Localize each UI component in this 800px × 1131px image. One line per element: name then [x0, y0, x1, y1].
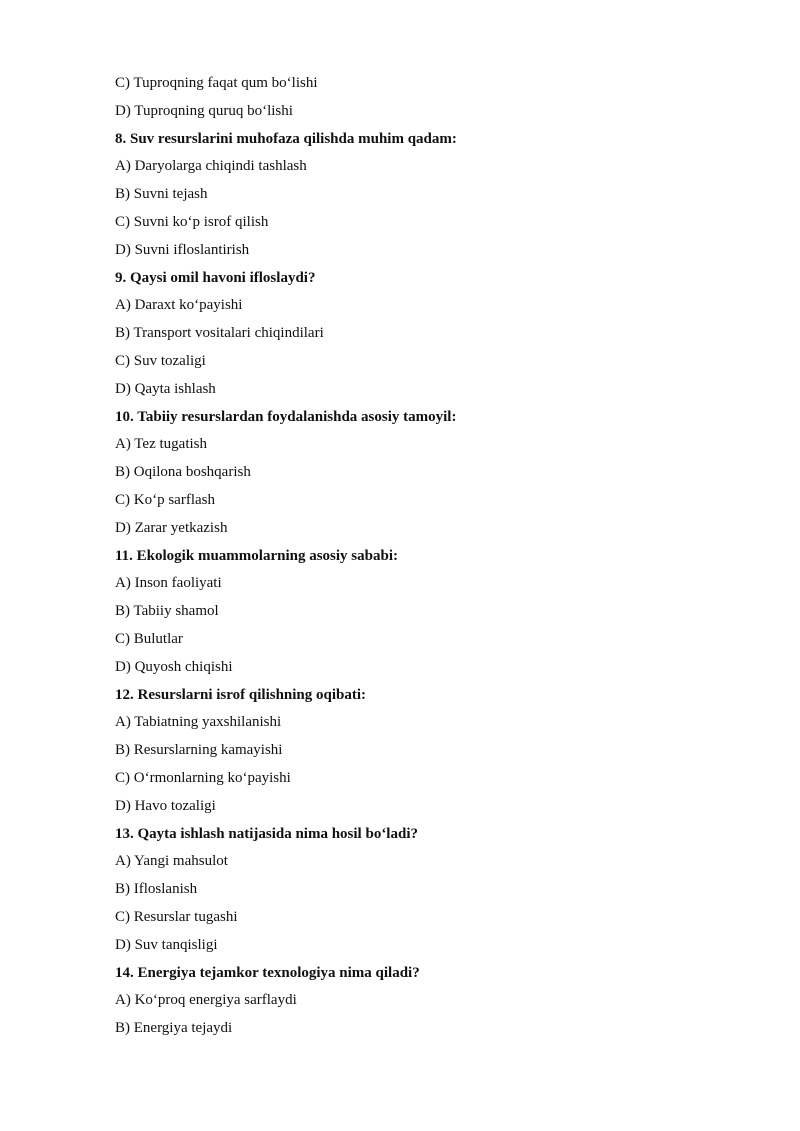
answer-option: B) Energiya tejaydi [115, 1020, 233, 1037]
question-heading: 8. Suv resurslarini muhofaza qilishda muhim qadam: [115, 130, 457, 147]
answer-option: A) Daryolarga chiqindi tashlash [115, 158, 307, 175]
answer-option: C) Ko‘p sarflash [115, 491, 215, 508]
answer-option: D) Zarar yetkazish [115, 519, 228, 536]
answer-option: A) Ko‘proq energiya sarflaydi [115, 992, 297, 1009]
question-heading: 13. Qayta ishlash natijasida nima hosil bo‘ladi? [115, 825, 418, 842]
answer-option: A) Daraxt ko‘payishi [115, 297, 243, 314]
answer-option: D) Suv tanqisligi [115, 936, 218, 953]
answer-option: B) Tabiiy shamol [115, 603, 219, 620]
answer-option: A) Tabiatning yaxshilanishi [115, 714, 282, 731]
answer-option: D) Tuproqning quruq bo‘lishi [115, 102, 293, 119]
answer-option: D) Havo tozaligi [115, 797, 216, 814]
answer-option: B) Ifloslanish [115, 881, 198, 898]
question-heading: 12. Resurslarni isrof qilishning oqibati: [115, 686, 367, 703]
answer-option: C) Suvni ko‘p isrof qilish [115, 213, 269, 230]
answer-option: C) Resurslar tugashi [115, 908, 238, 925]
answer-option: B) Transport vositalari chiqindilari [115, 325, 324, 342]
answer-option: C) Tuproqning faqat qum bo‘lishi [115, 75, 318, 91]
question-heading: 14. Energiya tejamkor texnologiya nima qiladi? [115, 964, 420, 981]
answer-option: B) Suvni tejash [115, 186, 208, 203]
question-heading: 11. Ekologik muammolarning asosiy sababi: [115, 547, 398, 564]
answer-option: A) Tez tugatish [115, 436, 207, 453]
answer-option: C) Bulutlar [115, 630, 183, 647]
answer-option: C) O‘rmonlarning ko‘payishi [115, 769, 291, 786]
answer-option: D) Quyosh chiqishi [115, 658, 233, 675]
answer-option: D) Qayta ishlash [115, 380, 216, 397]
question-heading: 10. Tabiiy resurslardan foydalanishda asosiy tamoyil: [115, 408, 457, 425]
answer-option: C) Suv tozaligi [115, 352, 206, 369]
answer-option: B) Oqilona boshqarish [115, 464, 251, 481]
question-heading: 9. Qaysi omil havoni ifloslaydi? [115, 269, 316, 286]
answer-option: D) Suvni ifloslantirish [115, 241, 250, 258]
answer-option: B) Resurslarning kamayishi [115, 742, 283, 759]
answer-option: A) Yangi mahsulot [115, 853, 228, 870]
answer-option: A) Inson faoliyati [115, 575, 222, 592]
document-page [115, 73, 755, 1046]
